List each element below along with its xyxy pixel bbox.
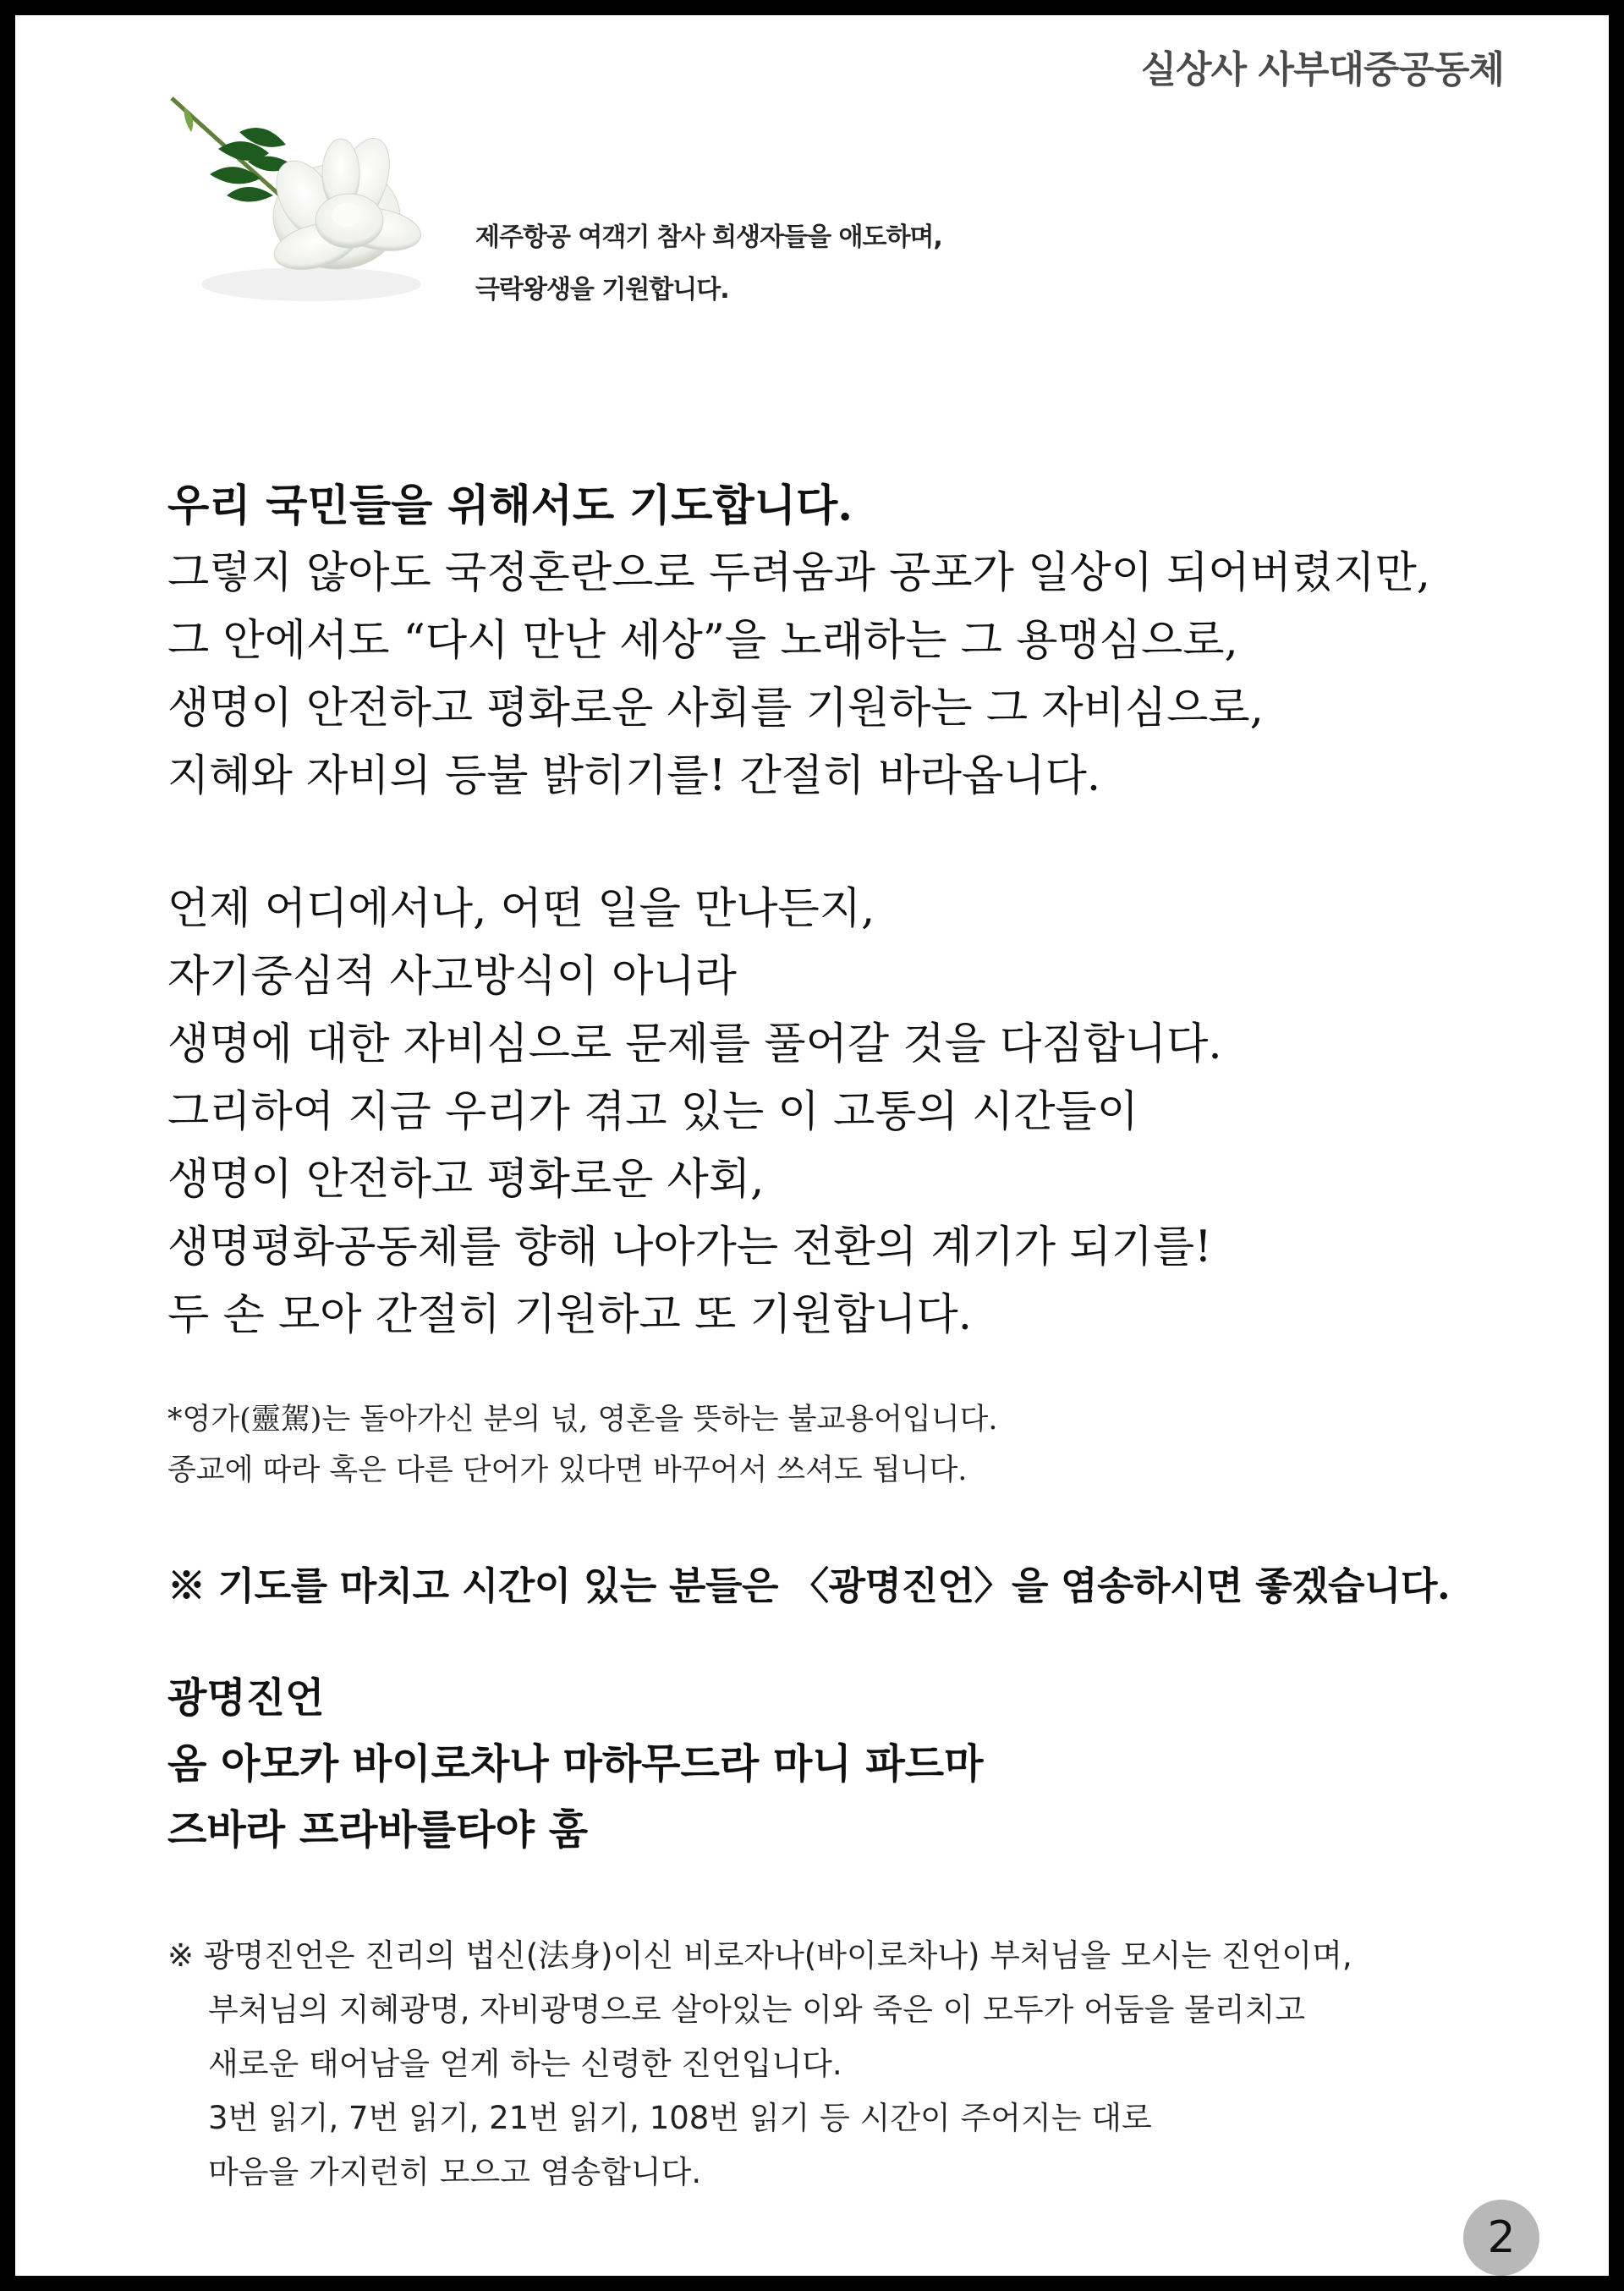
explanation-line: 3번 읽기, 7번 읽기, 21번 읽기, 108번 읽기 등 시간이 주어지는 대로 <box>208 2100 1152 2136</box>
page-number-badge <box>1463 2200 1539 2276</box>
explanation-line: 새로운 태어남을 얻게 하는 신령한 진언입니다. <box>208 2046 842 2082</box>
prayer-line: 생명에 대한 자비심으로 문제를 풀어갈 것을 다짐합니다. <box>167 1019 1222 1069</box>
mantra-line: 즈바라 프라바를타야 훔 <box>167 1806 589 1854</box>
reference-mark: ※ <box>167 1937 195 1974</box>
prayer-text <box>167 472 1430 1349</box>
mantra-recommendation: ※ 기도를 마치고 시간이 있는 분들은 〈광명진언〉을 염송하시면 좋겠습니다. <box>167 1563 1451 1608</box>
mantra-title: 광명진언 <box>167 1674 325 1722</box>
prayer-line: 두 손 모아 간절히 기원하고 또 기원합니다. <box>167 1290 973 1340</box>
prayer-line: 그리하여 지금 우리가 겪고 있는 이 고통의 시간들이 <box>167 1087 1139 1137</box>
prayer-line: 지혜와 자비의 등불 밝히기를! 간절히 바라옵니다. <box>167 751 1101 801</box>
footnote-line: *영가(靈駕)는 돌아가신 분의 넋, 영혼을 뜻하는 불교용어입니다. <box>167 1403 998 1437</box>
mantra-line: 옴 아모카 바이로차나 마하무드라 마니 파드마 <box>167 1740 984 1788</box>
mantra-explanation <box>167 1929 1352 2200</box>
page-number: 2 <box>1487 2212 1516 2263</box>
condolence-line: 극락왕생을 기원합니다. <box>475 275 729 305</box>
prayer-line: 생명이 안전하고 평화로운 사회, <box>167 1155 765 1205</box>
prayer-line: 그 안에서도 “다시 만난 세상”을 노래하는 그 용맹심으로, <box>167 616 1238 666</box>
prayer-title: 우리 국민들을 위해서도 기도합니다. <box>167 481 853 531</box>
white-chrysanthemum-icon <box>167 81 430 310</box>
mantra-block <box>167 1665 984 1863</box>
prayer-stanza <box>167 876 1430 1349</box>
explanation-line: 부처님의 지혜광명, 자비광명으로 살아있는 이와 죽은 이 모두가 어둠을 물리치고 <box>208 1992 1306 2028</box>
explanation-line: 마음을 가지런히 모으고 염송합니다. <box>208 2154 702 2190</box>
prayer-line: 생명평화공동체를 향해 나아가는 전환의 계기가 되기를! <box>167 1222 1212 1272</box>
explanation-line: 광명진언은 진리의 법신(法身)이신 비로자나(바이로차나) 부처님을 모시는 진언이며, <box>203 1937 1352 1974</box>
prayer-stanza <box>167 540 1430 810</box>
condolence-line: 제주항공 여객기 참사 희생자들을 애도하며, <box>475 223 942 252</box>
footnote <box>167 1394 997 1496</box>
document-page <box>15 15 1609 2276</box>
prayer-line: 그렇지 않아도 국정혼란으로 두려움과 공포가 일상이 되어버렸지만, <box>167 548 1430 598</box>
footnote-line: 종교에 따라 혹은 다른 단어가 있다면 바꾸어서 쓰셔도 됩니다. <box>167 1453 968 1487</box>
prayer-line: 자기중심적 사고방식이 아니라 <box>167 952 737 1002</box>
prayer-line: 언제 어디에서나, 어떤 일을 만나든지, <box>167 884 875 934</box>
organization-name: 실상사 사부대중공동체 <box>1140 48 1504 91</box>
explanation-first-row <box>167 1929 1352 1983</box>
condolence-message <box>475 212 942 316</box>
prayer-line: 생명이 안전하고 평화로운 사회를 기원하는 그 자비심으로, <box>167 684 1264 733</box>
